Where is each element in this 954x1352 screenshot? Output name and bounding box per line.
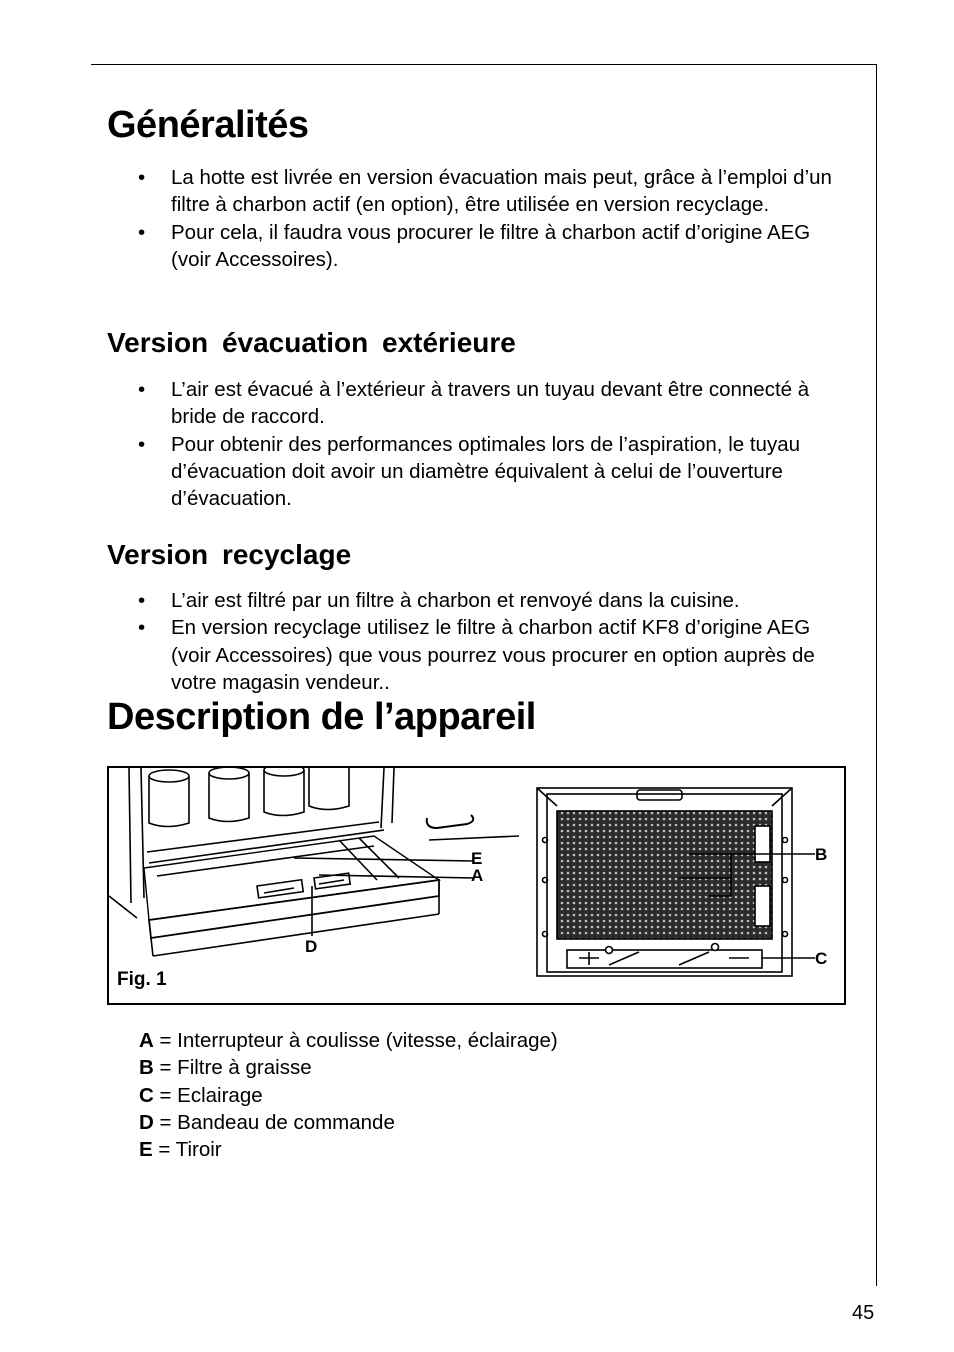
generalites-list <box>138 164 848 273</box>
heading-description: Description de l’appareil <box>107 696 536 738</box>
page-number: 45 <box>852 1302 875 1324</box>
list-item: E = Tiroir <box>139 1138 222 1162</box>
heading-generalites: Généralités <box>107 104 309 146</box>
list-item: • L’air est filtré par un filtre à charbon et renvoyé dans la cuisine. <box>138 587 848 614</box>
label-E: E <box>471 849 483 868</box>
bullet-icon: • <box>138 166 146 189</box>
label-A: A <box>471 866 484 885</box>
top-rule <box>91 64 877 65</box>
right-margin-rule <box>876 64 877 1286</box>
hood-drawer-drawing <box>109 768 519 956</box>
figure-caption: Fig. 1 <box>117 969 167 990</box>
list-item: • L’air est évacué à l’extérieur à travers un tuyau devant être connecté à bride de raccord. <box>138 378 810 429</box>
bullet-icon: • <box>138 616 146 640</box>
hood-front-view-drawing <box>537 788 815 976</box>
bullet-icon: • <box>138 589 146 612</box>
list-item: • Pour cela, il faudra vous procurer le filtre à charbon actif d’origine AEG (voir Accessoires). <box>138 220 811 271</box>
recyclage-list <box>138 587 848 696</box>
bullet-icon: • <box>138 432 146 456</box>
bullet-icon: • <box>138 378 146 401</box>
figure-illustration <box>109 768 844 1003</box>
label-D: D <box>305 937 318 956</box>
list-item: • La hotte est livrée en version évacuation mais peut, grâce à l’emploi d’un filtre à charbon actif (en option), être utilisée en version recyclage. <box>138 166 832 217</box>
label-B: B <box>815 845 828 864</box>
heading-version-recyclage: Version recyclage <box>107 539 352 570</box>
evacuation-list <box>138 376 848 512</box>
heading-version-evacuation: Version évacuation extérieure <box>107 327 516 358</box>
bullet-icon: • <box>138 220 146 244</box>
figure-1 <box>107 766 846 1005</box>
list-item: • En version recyclage utilisez le filtre à charbon actif KF8 d’origine AEG (voir Accessoires) que vous pourrez vous procurer en option auprès de votre magasin vendeur.. <box>138 616 815 694</box>
figure-legend <box>139 1027 558 1163</box>
list-item: C = Eclairage <box>139 1083 263 1107</box>
label-C: C <box>815 949 828 968</box>
list-item: A = Interrupteur à coulisse (vitesse, éclairage) <box>139 1029 558 1052</box>
list-item: B = Filtre à graisse <box>139 1056 312 1080</box>
list-item: • Pour obtenir des performances optimales lors de l’aspiration, le tuyau d’évacuation doit avoir un diamètre équivalent à celui de l’ouverture d’évacuation. <box>138 432 800 511</box>
list-item: D = Bandeau de commande <box>139 1110 395 1134</box>
